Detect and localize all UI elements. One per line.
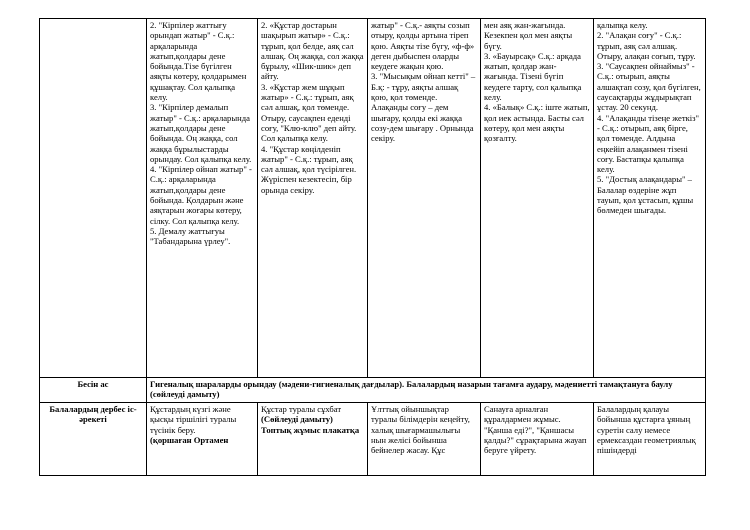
activity-cell bbox=[594, 403, 706, 476]
exercises-row bbox=[40, 19, 706, 378]
activity-text: Санауға арналған құралдармен жұмыс. "Қанша еді?", "Қаншасы қалды?" сұрақтарына жауап беруге үйрету. bbox=[484, 404, 587, 456]
exercise-paragraph: жатыр" - С.қ.- аяқты созып отыру, қолды артына тіреп қою. Аяқты тізе бүгу, «ф-ф» деген дыбыспен оларды кеудеге жақын қою. bbox=[371, 20, 475, 72]
activity-cell bbox=[368, 403, 481, 476]
row-label-independent: Балалардың дербес іс-әрекеті bbox=[40, 403, 147, 476]
activity-cell bbox=[258, 403, 368, 476]
exercise-paragraph: 4. "Алақанды тізеңе жеткіз" - С.қ.: отырып, аяқ бірге, қол төменде. Алдына еңкейіп алақанмен тізені соғу. Бастапқы қалыпқа келу. bbox=[597, 112, 700, 175]
exercise-paragraph: мен аяқ жан-жағында. Кезекпен қол мен аяқты бүгу. bbox=[484, 20, 573, 51]
activity-subject-label: (қоршаған Ортамен bbox=[150, 434, 229, 445]
activity-subject-label: Топтық жұмыс плакатқа bbox=[261, 424, 360, 435]
lunch-row bbox=[40, 378, 706, 403]
activity-text: Құстар туралы сұхбат bbox=[261, 404, 342, 414]
exercise-paragraph: 4. «Балық» С.қ.: іште жатып, қол иек астында. Басты сәл көтеру, қол мен аяқты қозғалту. bbox=[484, 102, 590, 144]
exercise-paragraph: 3. "Кірпілер демалып жатыр" - С.қ.: арқаларында жатып,қолдары дене бойында. Оң жаққа, сол жаққа бұрылыстарды орындау. Сол қалыпқа келу. bbox=[150, 102, 252, 164]
exercise-paragraph: 2. "Алақан соғу" - С.қ.: тұрып, аяқ сәл алшақ. Отыру, алақан соғып, тұру. bbox=[597, 30, 696, 61]
exercise-cell bbox=[258, 19, 368, 378]
exercise-paragraph: 2. "Кірпілер жаттығу орындап жатыр" - С.қ.: арқаларында жатып,қолдары дене бойында.Тізе бүгілген аяқты көтеру, қолдарымен құшақтау. Сол қалыпқа келу. bbox=[150, 20, 247, 103]
exercise-paragraph: 3. «Бауырсақ» С.қ.: арқада жатып, қолдар жан-жағында. Тізені бүгіп кеудеге тарту, сол қалыпқа келу. bbox=[484, 50, 582, 103]
exercise-cell bbox=[368, 19, 481, 378]
row-label-cell bbox=[40, 19, 147, 378]
exercise-paragraph: 2. «Құстар достарын шақырып жатыр» - С.қ.: тұрып, қол белде, аяқ сәл алшақ. Оң жаққа, сол жаққа бұрылу, «Шик-шик» деп айту. bbox=[261, 20, 364, 82]
activity-text: Ұлттық ойыншықтар туралы білімдерін кеңейту, халық шығармашылығы нын желісі бойынша бейнелер жасау. Құс bbox=[371, 404, 470, 456]
activity-text: Құстардың күзгі жәнe қысқы тіршілігі туралы түсінік беру. bbox=[150, 404, 237, 435]
activity-cell bbox=[481, 403, 594, 476]
exercise-paragraph: 5. "Достық алақандары" – Балалар өздеріне жұп тауып, қол ұстасып, құшы бөлмеден шығады. bbox=[597, 174, 694, 216]
row-label-lunch: Бесін ас bbox=[40, 378, 147, 403]
activity-subject-label: (Сөйлеуді дамыту) bbox=[261, 414, 333, 425]
independent-activity-row bbox=[40, 403, 706, 476]
exercise-cell bbox=[481, 19, 594, 378]
exercise-paragraph: 4. "Кірпілер ойнап жатыр" - С.қ.: арқаларында жатып,қолдары дене бойында. Қолдарын және аяқтарын жоғары көтеру, сілку. Сол қалыпқа келу. bbox=[150, 164, 252, 226]
lesson-plan-table bbox=[39, 18, 706, 476]
activity-cell bbox=[147, 403, 258, 476]
exercise-paragraph: қалыпқа келу. bbox=[597, 20, 648, 30]
activity-text: Балалардың қалауы бойынша құстарға ұяның суретін салу немесе ермексаздан геометриялық пішіндерді bbox=[597, 404, 696, 456]
exercise-paragraph: 5. Демалу жаттығуы "Табандарына үрлеу". bbox=[150, 225, 231, 247]
exercise-paragraph: 3. "Саусақпен ойнаймыз" - С.қ.: отырып, аяқты алшақтап созу, қол бүгілген, саусақтарды жұдырықтап ұстау. 20 секунд. bbox=[597, 61, 701, 113]
exercise-cell bbox=[594, 19, 706, 378]
exercise-paragraph: 3. «Құстар жем шұқып жатыр» - С.қ.: тұрып, аяқ сәл алшақ, қол төменде. Отыру, саусақпен еденді соғу, "Клю-клю" деп айту. Сол қалыпқа келу. bbox=[261, 81, 357, 144]
exercise-paragraph: 4. "Құстар көңілденіп жатыр" - С.қ.: тұрып, аяқ сәл алшақ, қол түсірілген. Жүріспен кезектесіп, бір орында секіру. bbox=[261, 143, 357, 195]
exercise-cell bbox=[147, 19, 258, 378]
lunch-description: Гигеналық шараларды орындау (мәдени-гигиеналық дағдылар). Балалардың назарын тағамға аудару, мәдениетті тамақтануға баулу (сөйлеуді дамыту) bbox=[147, 378, 706, 403]
exercise-paragraph: Алақанды соғу – дем шығару, қолды екі жаққа созу-дем шығару . Орнында секіру. bbox=[371, 102, 474, 144]
exercise-paragraph: 3. "Мысықым ойнап кетті" – Б.қ: - тұру, аяқты алшақ қою, қол төменде. bbox=[371, 71, 476, 103]
